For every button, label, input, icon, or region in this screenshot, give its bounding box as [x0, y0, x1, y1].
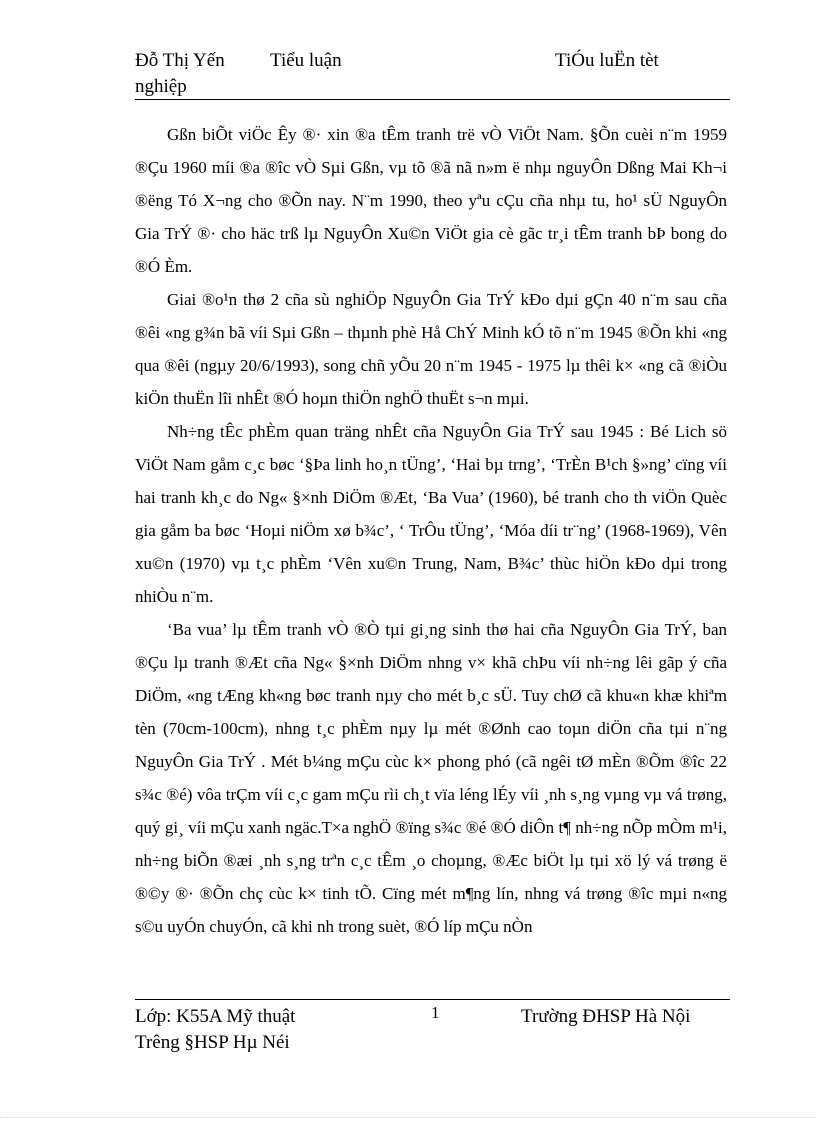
- footer-continuation: Trêng §HSP Hµ Néi: [135, 1032, 290, 1053]
- paragraph-2: Giai ®o¹n thø 2 cña sù nghiÖp NguyÔn Gia TrÝ kÐo dµi gÇn 40 n¨m sau cña ®êi «ng g¾n bã víi Sµi Gßn – thµnh phè Hå ChÝ Minh kÓ tõ n¨m 1945 ®Õn khi «ng qua ®êi (ngµy 20/6/1993), song chñ yÕu 20 n¨m 1945 - 1975 lµ thêi k× «ng cã ®iÒu kiÖn thuËn lîi nhÊt ®Ó hoµn thiÖn nghÖ thuËt s¬n mµi.: [135, 290, 727, 408]
- header-author: Đỗ Thị Yến: [135, 50, 225, 71]
- paragraph-1: Gßn biÕt viÖc Êy ®· xin ®a tÊm tranh trë vÒ ViÖt Nam. §Õn cuèi n¨m 1959 ®Çu 1960 míi ®a ®îc vÒ Sµi Gßn, vµ tõ ®ã nã n»m ë nhµ nguyÔn Dßng Mai Kh¬i ®ëng Tó X¬ng cho ®Õn nay. N¨m 1990, theo yªu cÇu cña nhµ tu, ho¹ sÜ NguyÔn Gia TrÝ ®· cho häc trß lµ NguyÔn Xu©n ViÖt gia cè gãc tr¸i tÊm tranh bÞ bong do ®Ó Èm.: [135, 125, 727, 276]
- paragraph-4: ‘Ba vua’ lµ tÊm tranh vÒ ®Ò tµi gi¸ng sinh thø hai cña NguyÔn Gia TrÝ, ban ®Çu lµ tranh ®Æt cña Ng« §×nh DiÖm nhng v× khã chÞu víi nh÷ng lêi gãp ý cña DiÖm, «ng tÆng kh«ng bøc tranh nµy cho mét b¸c sÜ. Tuy chØ cã khu«n khæ khiªm tèn (70cm-100cm), nhng t¸c phÈm nµy lµ mét ®Ønh cao toµn diÖn cña tµi n¨ng NguyÔn Gia TrÝ . Mét b¼ng mÇu cùc k× phong phó (cã ngêi tØ mÈn ®Õm ®îc 22 s¾c ®é) vôa trÇm víi c¸c gam mÇu rìi ch¸t vïa léng lÉy víi ¸nh s¸ng vµng vµ vá trøng, quý gi¸ víi mÇu xanh ngäc.T×a nghÖ ®ïng s¾c ®é ®Ó diÔn t¶ nh÷ng nÕp mÒm m¹i, nh÷ng biÕn ®æi ¸nh s¸ng trªn c¸c tÊm ¸o choµng, ®Æc biÖt lµ tµi xö lý vá trøng ë ®©y ®· ®Õn chç cùc k× tinh tÕ. Cïng mét m¶ng lín, nhng vá trøng ®îc mµi n«ng s©u uyÓn chuyÓn, cã khi nh trong suèt, ®Ó líp mÇu nÒn: [135, 620, 727, 936]
- footer-class: Lớp: K55A Mỹ thuật: [135, 1006, 296, 1027]
- header-continuation: nghiệp: [135, 76, 187, 97]
- paragraph-3: Nh÷ng tÊc phÈm quan träng nhÊt cña NguyÔn Gia TrÝ sau 1945 : Bé Lich sö ViÖt Nam gåm c¸c bøc ‘§Þa linh ho¸n tÜng’, ‘Hai bµ trng’, ‘TrÈn B¹ch §»ng’ cïng víi hai tranh kh¸c do Ng« §×nh DiÖm ®Æt, ‘Ba Vua’ (1960), bé tranh cho th viÖn Quèc gia gåm ba bøc ‘Hoµi niÖm xø b¾c’, ‘ TrÔu tÜng’, ‘Móa díi tr¨ng’ (1968-1969), Vên xu©n (1970) vµ t¸c phÈm ‘Vên xu©n Trung, Nam, B¾c’ thùc hiÖn kÐo dµi trong nhiÒu n¨m.: [135, 422, 727, 606]
- header-title: Tiểu luận: [270, 50, 342, 71]
- header-right-title: TiÓu luËn tèt: [555, 50, 659, 71]
- page-footer: [135, 1004, 730, 1060]
- page-number: 1: [431, 1003, 440, 1022]
- header-divider: [135, 99, 730, 100]
- footer-school: Trường ĐHSP Hà Nội: [521, 1006, 691, 1027]
- page-header: [135, 48, 730, 100]
- document-body: [135, 118, 727, 943]
- page-edge: [0, 1117, 816, 1118]
